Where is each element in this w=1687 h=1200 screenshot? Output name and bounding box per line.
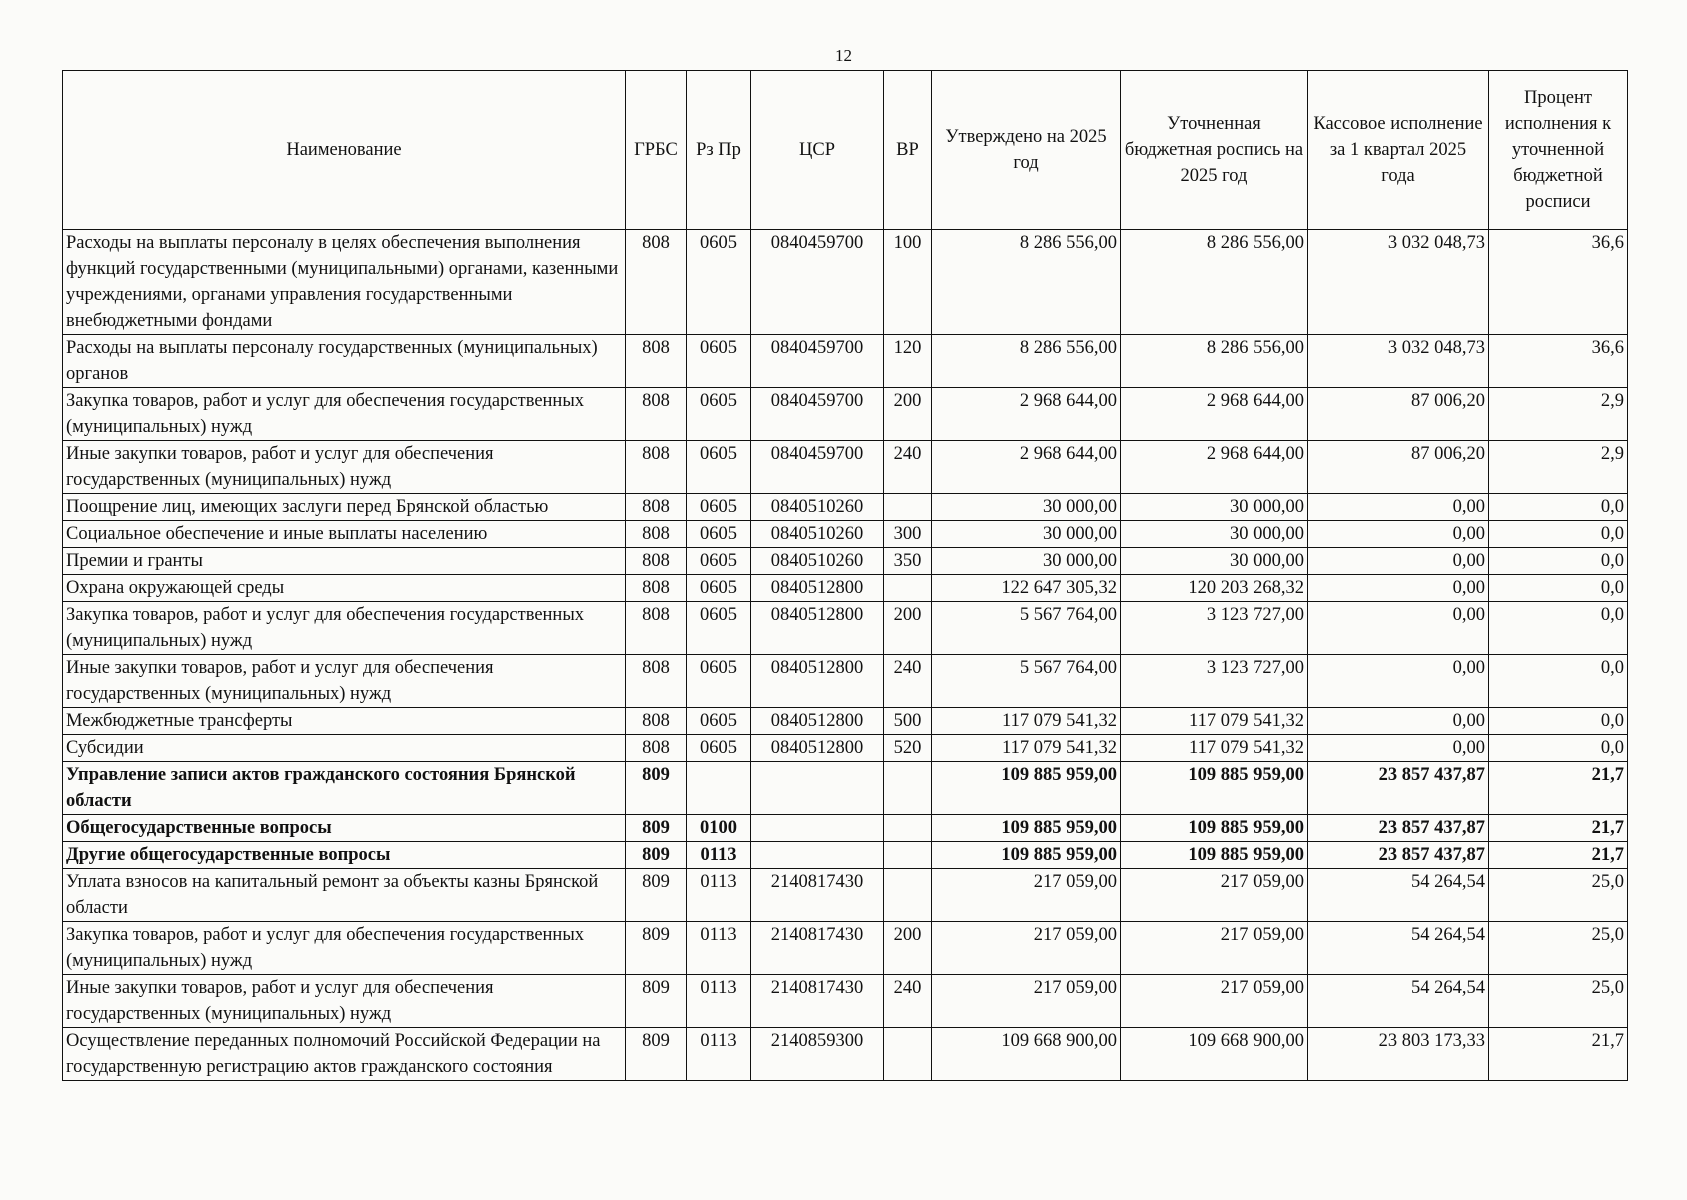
header-approved: Утверждено на 2025 год xyxy=(932,71,1121,230)
cell-cash: 0,00 xyxy=(1308,521,1489,548)
cell-name: Закупка товаров, работ и услуг для обеспечения государственных (муниципальных) нужд xyxy=(63,388,626,441)
table-row xyxy=(63,230,1628,335)
cell-vr: 240 xyxy=(884,655,932,708)
cell-vr xyxy=(884,815,932,842)
cell-percent: 0,0 xyxy=(1489,548,1628,575)
cell-cash: 3 032 048,73 xyxy=(1308,230,1489,335)
table-body xyxy=(63,230,1628,1081)
cell-vr xyxy=(884,842,932,869)
cell-csr: 0840510260 xyxy=(751,494,884,521)
cell-refined: 8 286 556,00 xyxy=(1121,230,1308,335)
cell-csr: 0840459700 xyxy=(751,441,884,494)
cell-grbs: 809 xyxy=(626,815,687,842)
cell-name: Общегосударственные вопросы xyxy=(63,815,626,842)
cell-rzpr: 0605 xyxy=(687,441,751,494)
cell-vr xyxy=(884,869,932,922)
table-row xyxy=(63,335,1628,388)
cell-refined: 109 885 959,00 xyxy=(1121,815,1308,842)
cell-refined: 120 203 268,32 xyxy=(1121,575,1308,602)
cell-refined: 30 000,00 xyxy=(1121,521,1308,548)
cell-refined: 2 968 644,00 xyxy=(1121,441,1308,494)
cell-rzpr: 0605 xyxy=(687,230,751,335)
cell-approved: 217 059,00 xyxy=(932,922,1121,975)
cell-rzpr: 0113 xyxy=(687,975,751,1028)
cell-name: Закупка товаров, работ и услуг для обеспечения государственных (муниципальных) нужд xyxy=(63,922,626,975)
cell-cash: 0,00 xyxy=(1308,494,1489,521)
cell-name: Расходы на выплаты персоналу в целях обеспечения выполнения функций государственными (муниципальными) органами, казенными учреждениями, органами управления государственными внебюджетными фондами xyxy=(63,230,626,335)
cell-percent: 2,9 xyxy=(1489,441,1628,494)
table-row xyxy=(63,494,1628,521)
cell-refined: 3 123 727,00 xyxy=(1121,602,1308,655)
cell-csr: 0840510260 xyxy=(751,521,884,548)
cell-vr: 520 xyxy=(884,735,932,762)
cell-vr xyxy=(884,1028,932,1081)
table-row xyxy=(63,521,1628,548)
table-row xyxy=(63,975,1628,1028)
cell-grbs: 809 xyxy=(626,975,687,1028)
cell-percent: 25,0 xyxy=(1489,922,1628,975)
cell-rzpr: 0113 xyxy=(687,922,751,975)
cell-name: Иные закупки товаров, работ и услуг для обеспечения государственных (муниципальных) нужд xyxy=(63,655,626,708)
cell-csr: 0840512800 xyxy=(751,602,884,655)
cell-grbs: 808 xyxy=(626,708,687,735)
cell-approved: 109 885 959,00 xyxy=(932,815,1121,842)
cell-cash: 0,00 xyxy=(1308,575,1489,602)
cell-percent: 0,0 xyxy=(1489,655,1628,708)
cell-name: Расходы на выплаты персоналу государственных (муниципальных) органов xyxy=(63,335,626,388)
cell-grbs: 808 xyxy=(626,602,687,655)
cell-refined: 217 059,00 xyxy=(1121,922,1308,975)
cell-cash: 3 032 048,73 xyxy=(1308,335,1489,388)
cell-vr: 350 xyxy=(884,548,932,575)
table-row xyxy=(63,1028,1628,1081)
cell-csr: 2140817430 xyxy=(751,922,884,975)
cell-csr xyxy=(751,815,884,842)
header-rzpr: Рз Пр xyxy=(687,71,751,230)
cell-refined: 117 079 541,32 xyxy=(1121,708,1308,735)
cell-cash: 54 264,54 xyxy=(1308,922,1489,975)
table-row xyxy=(63,708,1628,735)
cell-csr: 2140817430 xyxy=(751,869,884,922)
cell-cash: 23 857 437,87 xyxy=(1308,842,1489,869)
cell-rzpr: 0113 xyxy=(687,869,751,922)
cell-cash: 0,00 xyxy=(1308,548,1489,575)
cell-vr: 240 xyxy=(884,975,932,1028)
cell-vr: 200 xyxy=(884,922,932,975)
cell-grbs: 809 xyxy=(626,1028,687,1081)
cell-csr: 0840512800 xyxy=(751,655,884,708)
cell-refined: 3 123 727,00 xyxy=(1121,655,1308,708)
cell-name: Иные закупки товаров, работ и услуг для обеспечения государственных (муниципальных) нужд xyxy=(63,441,626,494)
cell-percent: 0,0 xyxy=(1489,575,1628,602)
cell-refined: 217 059,00 xyxy=(1121,869,1308,922)
cell-name: Закупка товаров, работ и услуг для обеспечения государственных (муниципальных) нужд xyxy=(63,602,626,655)
cell-rzpr: 0605 xyxy=(687,335,751,388)
cell-grbs: 809 xyxy=(626,842,687,869)
cell-name: Иные закупки товаров, работ и услуг для обеспечения государственных (муниципальных) нужд xyxy=(63,975,626,1028)
cell-cash: 0,00 xyxy=(1308,655,1489,708)
cell-rzpr: 0605 xyxy=(687,521,751,548)
cell-csr xyxy=(751,762,884,815)
cell-grbs: 809 xyxy=(626,762,687,815)
cell-approved: 122 647 305,32 xyxy=(932,575,1121,602)
cell-name: Поощрение лиц, имеющих заслуги перед Брянской областью xyxy=(63,494,626,521)
cell-vr: 120 xyxy=(884,335,932,388)
cell-name: Охрана окружающей среды xyxy=(63,575,626,602)
table-row xyxy=(63,441,1628,494)
table-row xyxy=(63,655,1628,708)
cell-percent: 0,0 xyxy=(1489,521,1628,548)
cell-approved: 2 968 644,00 xyxy=(932,441,1121,494)
cell-percent: 21,7 xyxy=(1489,842,1628,869)
cell-grbs: 808 xyxy=(626,388,687,441)
cell-name: Уплата взносов на капитальный ремонт за объекты казны Брянской области xyxy=(63,869,626,922)
cell-grbs: 808 xyxy=(626,494,687,521)
cell-rzpr: 0605 xyxy=(687,494,751,521)
cell-csr: 0840510260 xyxy=(751,548,884,575)
cell-percent: 0,0 xyxy=(1489,735,1628,762)
cell-grbs: 808 xyxy=(626,548,687,575)
cell-approved: 5 567 764,00 xyxy=(932,655,1121,708)
table-row xyxy=(63,762,1628,815)
cell-rzpr: 0113 xyxy=(687,842,751,869)
cell-rzpr xyxy=(687,762,751,815)
header-vr: ВР xyxy=(884,71,932,230)
cell-approved: 2 968 644,00 xyxy=(932,388,1121,441)
cell-grbs: 809 xyxy=(626,869,687,922)
cell-refined: 109 885 959,00 xyxy=(1121,842,1308,869)
cell-cash: 54 264,54 xyxy=(1308,869,1489,922)
cell-approved: 217 059,00 xyxy=(932,975,1121,1028)
cell-refined: 109 885 959,00 xyxy=(1121,762,1308,815)
cell-percent: 36,6 xyxy=(1489,335,1628,388)
cell-percent: 25,0 xyxy=(1489,869,1628,922)
cell-refined: 8 286 556,00 xyxy=(1121,335,1308,388)
table-row xyxy=(63,815,1628,842)
cell-vr: 200 xyxy=(884,602,932,655)
cell-csr: 2140817430 xyxy=(751,975,884,1028)
cell-approved: 117 079 541,32 xyxy=(932,708,1121,735)
header-row xyxy=(63,71,1628,230)
cell-vr: 200 xyxy=(884,388,932,441)
cell-cash: 23 857 437,87 xyxy=(1308,815,1489,842)
cell-rzpr: 0605 xyxy=(687,602,751,655)
cell-grbs: 808 xyxy=(626,335,687,388)
cell-vr xyxy=(884,575,932,602)
cell-name: Осуществление переданных полномочий Российской Федерации на государственную регистрацию актов гражданского состояния xyxy=(63,1028,626,1081)
header-cash: Кассовое исполнение за 1 квартал 2025 года xyxy=(1308,71,1489,230)
cell-percent: 21,7 xyxy=(1489,815,1628,842)
cell-rzpr: 0605 xyxy=(687,735,751,762)
cell-rzpr: 0605 xyxy=(687,575,751,602)
cell-rzpr: 0100 xyxy=(687,815,751,842)
cell-csr xyxy=(751,842,884,869)
table-row xyxy=(63,602,1628,655)
cell-name: Управление записи актов гражданского состояния Брянской области xyxy=(63,762,626,815)
cell-cash: 0,00 xyxy=(1308,602,1489,655)
cell-grbs: 808 xyxy=(626,575,687,602)
cell-refined: 117 079 541,32 xyxy=(1121,735,1308,762)
cell-approved: 117 079 541,32 xyxy=(932,735,1121,762)
cell-vr xyxy=(884,494,932,521)
cell-percent: 0,0 xyxy=(1489,494,1628,521)
cell-name: Межбюджетные трансферты xyxy=(63,708,626,735)
cell-approved: 30 000,00 xyxy=(932,548,1121,575)
page-number: 12 xyxy=(835,46,852,65)
cell-percent: 36,6 xyxy=(1489,230,1628,335)
cell-refined: 217 059,00 xyxy=(1121,975,1308,1028)
cell-csr: 0840512800 xyxy=(751,708,884,735)
table-row xyxy=(63,388,1628,441)
header-refined: Уточненная бюджетная роспись на 2025 год xyxy=(1121,71,1308,230)
cell-cash: 87 006,20 xyxy=(1308,441,1489,494)
cell-grbs: 808 xyxy=(626,441,687,494)
cell-rzpr: 0605 xyxy=(687,548,751,575)
cell-cash: 23 857 437,87 xyxy=(1308,762,1489,815)
cell-name: Субсидии xyxy=(63,735,626,762)
cell-approved: 30 000,00 xyxy=(932,521,1121,548)
cell-name: Премии и гранты xyxy=(63,548,626,575)
header-grbs: ГРБС xyxy=(626,71,687,230)
header-percent: Процент исполнения к уточненной бюджетной росписи xyxy=(1489,71,1628,230)
cell-refined: 109 668 900,00 xyxy=(1121,1028,1308,1081)
budget-table xyxy=(62,70,1628,1081)
cell-rzpr: 0605 xyxy=(687,655,751,708)
cell-refined: 2 968 644,00 xyxy=(1121,388,1308,441)
cell-cash: 87 006,20 xyxy=(1308,388,1489,441)
cell-vr xyxy=(884,762,932,815)
cell-name: Социальное обеспечение и иные выплаты населению xyxy=(63,521,626,548)
cell-csr: 0840459700 xyxy=(751,335,884,388)
cell-csr: 0840512800 xyxy=(751,735,884,762)
cell-grbs: 808 xyxy=(626,655,687,708)
cell-cash: 0,00 xyxy=(1308,735,1489,762)
cell-rzpr: 0605 xyxy=(687,708,751,735)
cell-csr: 0840459700 xyxy=(751,388,884,441)
cell-cash: 0,00 xyxy=(1308,708,1489,735)
cell-csr: 2140859300 xyxy=(751,1028,884,1081)
cell-percent: 21,7 xyxy=(1489,762,1628,815)
cell-percent: 25,0 xyxy=(1489,975,1628,1028)
cell-grbs: 808 xyxy=(626,735,687,762)
table-row xyxy=(63,842,1628,869)
cell-grbs: 808 xyxy=(626,521,687,548)
cell-csr: 0840459700 xyxy=(751,230,884,335)
table-row xyxy=(63,922,1628,975)
cell-grbs: 808 xyxy=(626,230,687,335)
cell-vr: 240 xyxy=(884,441,932,494)
cell-approved: 5 567 764,00 xyxy=(932,602,1121,655)
cell-approved: 30 000,00 xyxy=(932,494,1121,521)
cell-vr: 500 xyxy=(884,708,932,735)
cell-grbs: 809 xyxy=(626,922,687,975)
header-csr: ЦСР xyxy=(751,71,884,230)
table-row xyxy=(63,575,1628,602)
cell-refined: 30 000,00 xyxy=(1121,548,1308,575)
cell-approved: 109 668 900,00 xyxy=(932,1028,1121,1081)
cell-approved: 8 286 556,00 xyxy=(932,230,1121,335)
cell-rzpr: 0113 xyxy=(687,1028,751,1081)
cell-approved: 217 059,00 xyxy=(932,869,1121,922)
cell-rzpr: 0605 xyxy=(687,388,751,441)
header-name: Наименование xyxy=(63,71,626,230)
table-row xyxy=(63,735,1628,762)
cell-percent: 0,0 xyxy=(1489,708,1628,735)
cell-approved: 8 286 556,00 xyxy=(932,335,1121,388)
cell-approved: 109 885 959,00 xyxy=(932,762,1121,815)
cell-percent: 2,9 xyxy=(1489,388,1628,441)
table-row xyxy=(63,548,1628,575)
cell-vr: 300 xyxy=(884,521,932,548)
cell-name: Другие общегосударственные вопросы xyxy=(63,842,626,869)
table-row xyxy=(63,869,1628,922)
cell-percent: 0,0 xyxy=(1489,602,1628,655)
cell-vr: 100 xyxy=(884,230,932,335)
cell-refined: 30 000,00 xyxy=(1121,494,1308,521)
cell-csr: 0840512800 xyxy=(751,575,884,602)
cell-cash: 54 264,54 xyxy=(1308,975,1489,1028)
cell-cash: 23 803 173,33 xyxy=(1308,1028,1489,1081)
cell-percent: 21,7 xyxy=(1489,1028,1628,1081)
cell-approved: 109 885 959,00 xyxy=(932,842,1121,869)
